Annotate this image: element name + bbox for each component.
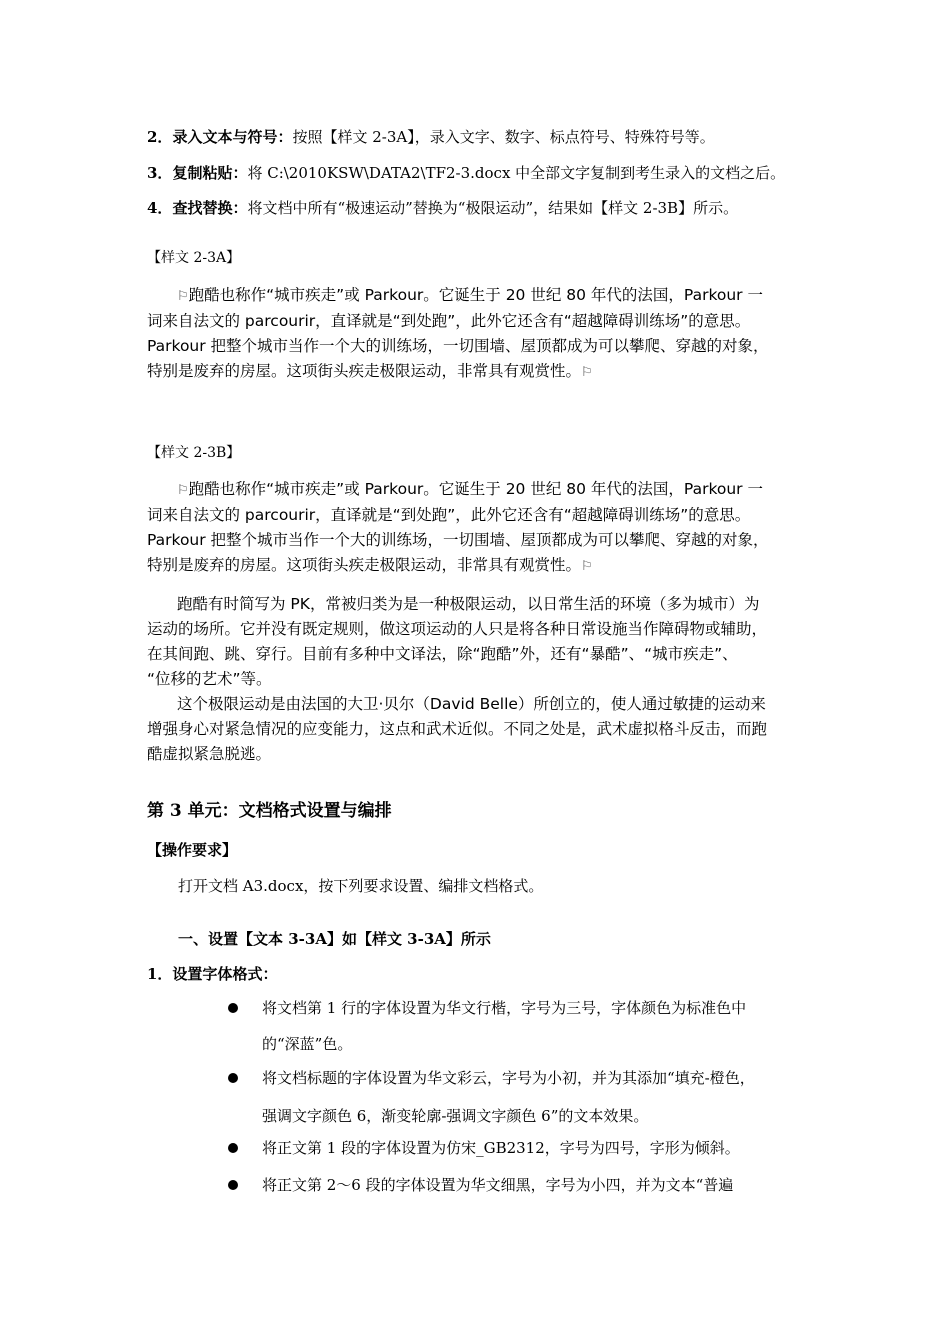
unit-title: 第 3 单元：文档格式设置与编排 — [147, 801, 392, 821]
sample-line: 特别是废弃的房屋。这项街头疾走极限运动，非常具有观赏性。⚐ — [147, 362, 593, 380]
sample-line: 特别是废弃的房屋。这项街头疾走极限运动，非常具有观赏性。⚐ — [147, 556, 593, 574]
bullet-line: 的“深蓝”色。 — [262, 1035, 353, 1053]
intro-text: 打开文档 A3.docx，按下列要求设置、编排文档格式。 — [178, 877, 544, 895]
bullet-icon — [228, 1180, 238, 1190]
bullet-icon — [228, 1143, 238, 1153]
step-title: 录入文本与符号： — [172, 128, 293, 146]
bullet-line: 将文档第 1 行的字体设置为华文行楷，字号为三号，字体颜色为标准色中 — [262, 999, 747, 1017]
sample-line: 酷虚拟紧急脱逃。 — [147, 745, 272, 763]
sample-a-text — [147, 283, 769, 385]
sample-line: ⚐跑酷也称作“城市疾走”或 Parkour。它诞生于 20 世纪 80 年代的法国，Parkour 一 — [177, 480, 763, 498]
paragraph-mark-icon: ⚐ — [581, 559, 593, 574]
sample-b-text — [147, 477, 769, 767]
section-heading: 一、设置【文本 3-3A】如【样文 3-3A】所示 — [178, 930, 491, 948]
sample-line: Parkour 把整个城市当作一个大的训练场，一切围墙、屋顶都成为可以攀爬、穿越的对象， — [147, 531, 769, 549]
sample-line: 在其间跑、跳、穿行。目前有多种中文译法，除“跑酷”外，还有“暴酷”、“城市疾走”、 — [147, 645, 738, 663]
sample-line: 词来自法文的 parcourir，直译就是“到处跑”，此外它还含有“超越障碍训练场”的意思。 — [147, 312, 751, 330]
paragraph-mark-icon: ⚐ — [177, 483, 189, 498]
step-text: 将 C:\2010KSW\DATA2\TF2-3.docx 中全部文字复制到考生录入的文档之后。 — [247, 164, 786, 182]
step-title: 查找替换： — [172, 199, 248, 217]
sample-line: 词来自法文的 parcourir，直译就是“到处跑”，此外它还含有“超越障碍训练场”的意思。 — [147, 506, 751, 524]
bullet-line: 将文档标题的字体设置为华文彩云，字号为小初，并为其添加“填充-橙色， — [262, 1069, 755, 1087]
subsection-heading: 1．设置字体格式： — [147, 965, 278, 983]
step-text: 将文档中所有“极速运动”替换为“极限运动”，结果如【样文 2-3B】所示。 — [247, 199, 739, 217]
step-title: 复制粘贴： — [172, 164, 248, 182]
step-2 — [147, 127, 715, 147]
sample-line: 跑酷有时简写为 PK，常被归类为是一种极限运动，以日常生活的环境（多为城市）为 — [177, 595, 760, 613]
sample-line: “位移的艺术”等。 — [147, 670, 272, 688]
step-3 — [147, 163, 785, 183]
sample-line: 这个极限运动是由法国的大卫·贝尔（David Belle）所创立的，使人通过敏捷的运动来 — [177, 695, 766, 713]
requirements-label: 【操作要求】 — [147, 841, 238, 859]
paragraph-mark-icon: ⚐ — [581, 365, 593, 380]
sample-line: Parkour 把整个城市当作一个大的训练场，一切围墙、屋顶都成为可以攀爬、穿越的对象， — [147, 337, 769, 355]
sample-line: 增强身心对紧急情况的应变能力，这点和武术近似。不同之处是，武术虚拟格斗反击，而跑 — [147, 720, 768, 738]
step-number: 4． — [147, 199, 173, 217]
sample-line: ⚐跑酷也称作“城市疾走”或 Parkour。它诞生于 20 世纪 80 年代的法国，Parkour 一 — [177, 286, 763, 304]
sample-b-label: 【样文 2-3B】 — [147, 445, 241, 461]
bullet-icon — [228, 1073, 238, 1083]
step-number: 2． — [147, 128, 173, 146]
sample-line: 运动的场所。它并没有既定规则，做这项运动的人只是将各种日常设施当作障碍物或辅助， — [147, 620, 768, 638]
step-text: 按照【样文 2-3A】，录入文字、数字、标点符号、特殊符号等。 — [292, 128, 715, 146]
bullet-line: 强调文字颜色 6，渐变轮廓-强调文字颜色 6”的文本效果。 — [262, 1107, 649, 1125]
step-4 — [147, 198, 738, 218]
step-number: 3． — [147, 164, 173, 182]
bullet-line: 将正文第 2～6 段的字体设置为华文细黑，字号为小四，并为文本“普遍 — [262, 1176, 734, 1194]
sample-a-label: 【样文 2-3A】 — [147, 250, 241, 266]
bullet-line: 将正文第 1 段的字体设置为仿宋_GB2312，字号为四号，字形为倾斜。 — [262, 1139, 740, 1157]
paragraph-mark-icon: ⚐ — [177, 289, 189, 304]
bullet-icon — [228, 1003, 238, 1013]
